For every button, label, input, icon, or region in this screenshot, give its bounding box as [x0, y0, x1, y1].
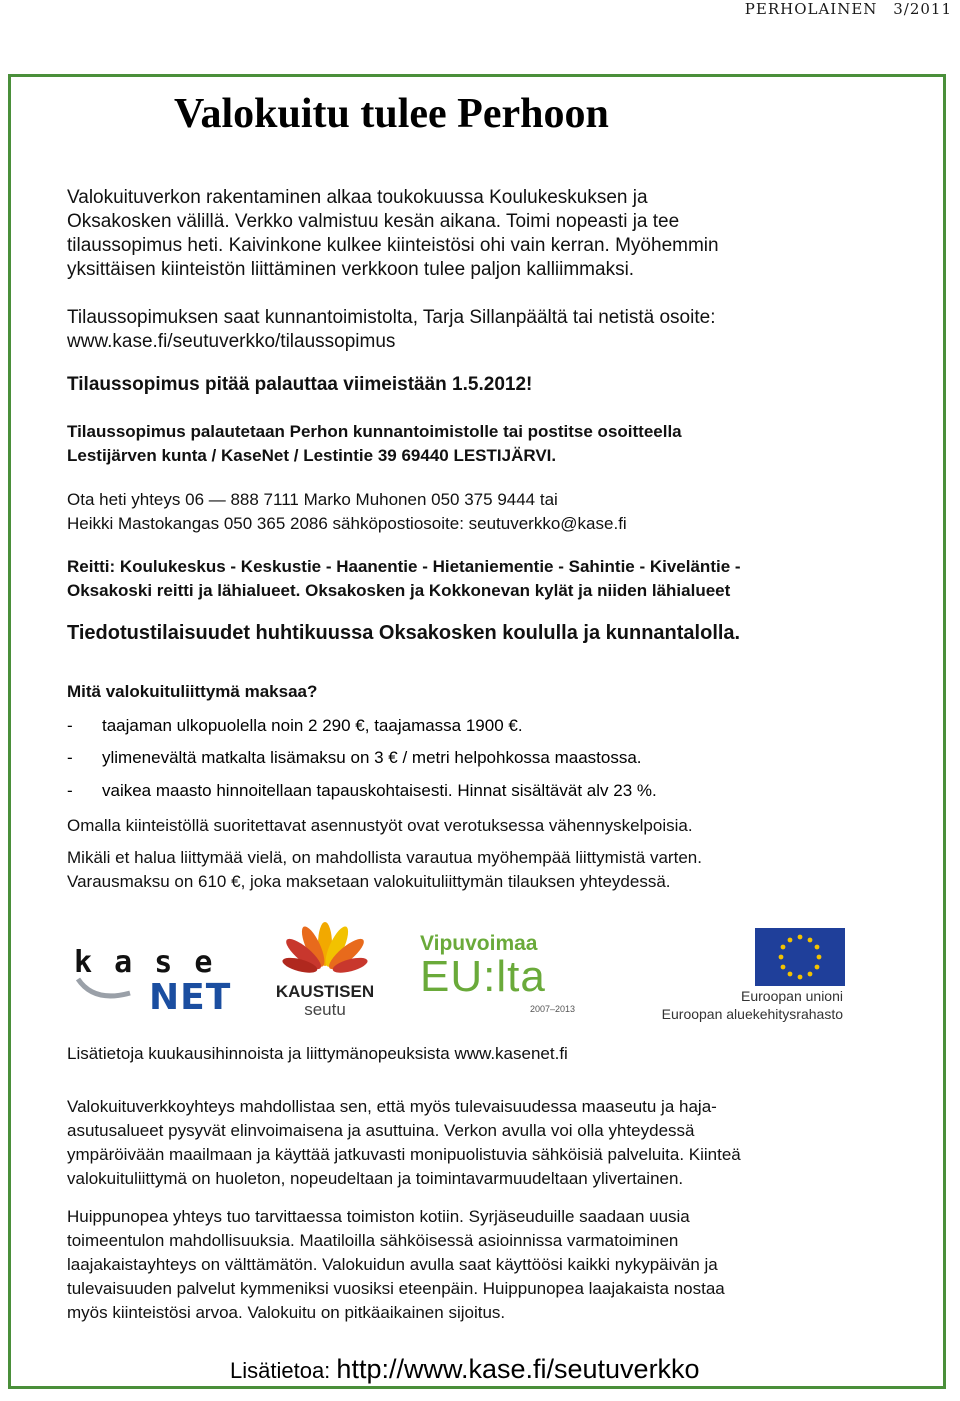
route-info [67, 555, 741, 603]
intro-paragraph [67, 186, 719, 282]
kaustinen-logo [270, 920, 380, 1020]
intro-line: tilaussopimus heti. Kaivinkone kulkee kiinteistösi ohi vain kerran. Myöhemmin [67, 235, 719, 256]
footer-more-info [230, 1354, 700, 1385]
cost-item-text: vaikea maasto hinnoitellaan tapauskohtaisesti. Hinnat sisältävät alv 23 %. [102, 781, 657, 800]
swoosh-icon [74, 975, 134, 1005]
paragraph-line: Valokuituverkkoyhteys mahdollistaa sen, että myös tulevaisuudessa maaseutu ja haja- [67, 1097, 717, 1116]
contact-line: Heikki Mastokangas 050 365 2086 sähköpostiosoite: seutuverkko@kase.fi [67, 514, 627, 533]
contract-info [67, 306, 715, 354]
speed-paragraph [67, 1205, 725, 1325]
reservation-line: Mikäli et halua liittymää vielä, on mahdollista varautua myöhempää liittymistä varten. [67, 848, 702, 867]
article-title: Valokuitu tulee Perhoon [174, 91, 609, 137]
list-dash: - [67, 716, 73, 735]
route-line: Oksakoski reitti ja lähialueet. Oksakosken ja Kokkonevan kylät ja niiden lähialueet [67, 581, 731, 600]
paragraph-line: valokuituliittymä on huoleton, nopeudeltaan ja toimintavarmuudeltaan ylivertainen. [67, 1169, 684, 1188]
cost-item-text: ylimenevältä matkalta lisämaksu on 3 € / metri helpohkossa maastossa. [102, 748, 642, 767]
return-line: Tilaussopimus palautetaan Perhon kunnantoimistolle tai postitse osoitteella [67, 422, 682, 441]
vipuvoimaa-top: Vipuvoimaa [420, 932, 538, 955]
route-line: Reitti: Koulukeskus - Keskustie - Haanentie - Hietaniementie - Sahintie - Kiveläntie - [67, 557, 741, 576]
eu-line1: Euroopan unioni [741, 988, 843, 1004]
kasenet-logo [74, 945, 232, 1018]
return-line: Lestijärven kunta / KaseNet / Lestintie 39 69440 LESTIJÄRVI. [67, 446, 557, 465]
paragraph-line: myös kiinteistösi arvoa. Valokuitu on pitkäaikainen sijoitus. [67, 1303, 506, 1322]
paragraph-line: toimeentulon mahdollisuuksia. Maatiloilla sähköisessä asioinnissa varmatoiminen [67, 1231, 679, 1250]
intro-line: Valokuituverkon rakentaminen alkaa toukokuussa Koulukeskuksen ja [67, 187, 648, 208]
contact-line: Ota heti yhteys 06 — 888 7111 Marko Muhonen 050 375 9444 tai [67, 490, 558, 509]
intro-line: Oksakosken välillä. Verkko valmistuu kesän aikana. Toimi nopeasti ja tee [67, 211, 680, 232]
contract-link[interactable]: www.kase.fi/seutuverkko/tilaussopimus [67, 331, 396, 352]
contact-info [67, 488, 627, 536]
eu-flag-icon [755, 928, 845, 986]
eu-logo [628, 928, 843, 1023]
flower-icon [270, 920, 380, 978]
list-dash: - [67, 748, 73, 767]
vipuvoimaa-main: EU:lta [420, 952, 546, 1001]
footer-link[interactable]: http://www.kase.fi/seutuverkko [336, 1354, 700, 1384]
kaustinen-name: KAUSTISEN [275, 982, 375, 1001]
kaustinen-sub: seutu [304, 1000, 346, 1019]
more-info-monthly: Lisätietoja kuukausihinnoista ja liittymänopeuksista www.kasenet.fi [67, 1044, 568, 1063]
magazine-name: PERHOLAINEN [744, 0, 878, 18]
deadline-notice: Tilaussopimus pitää palauttaa viimeistään 1.5.2012! [67, 374, 533, 395]
paragraph-line: tulevaisuuden palvelut kymmeniksi vuosiksi eteenpäin. Huippunopea laajakaista nostaa [67, 1279, 725, 1298]
kasenet-logo-top: k a s e [74, 945, 215, 980]
vipuvoimaa-years: 2007–2013 [530, 1004, 576, 1014]
issue-number: 3/2011 [893, 0, 952, 18]
info-events: Tiedotustilaisuudet huhtikuussa Oksakosken koululla ja kunnantalolla. [67, 622, 741, 644]
eu-line2: Euroopan aluekehitysrahasto [661, 1006, 843, 1022]
contract-info-line: Tilaussopimuksen saat kunnantoimistolta, Tarja Sillanpäältä tai netistä osoite: [67, 307, 716, 328]
footer-label: Lisätietoa: [230, 1358, 331, 1383]
benefits-paragraph [67, 1095, 741, 1191]
intro-line: yksittäisen kiinteistön liittäminen verkkoon tulee paljon kalliimmaksi. [67, 259, 635, 280]
list-dash: - [67, 781, 73, 800]
reservation-line: Varausmaksu on 610 €, joka maksetaan valokuituliittymän tilauksen yhteydessä. [67, 872, 671, 891]
paragraph-line: ympäröivään maailmaan ja käyttää jatkuvasti monipuolistuvia sähköisiä palveluita. Kiinteä [67, 1145, 741, 1164]
cost-item-text: taajaman ulkopuolella noin 2 290 €, taajamassa 1900 €. [102, 716, 523, 735]
vipuvoimaa-logo [420, 932, 580, 1022]
tax-note: Omalla kiinteistöllä suoritettavat asennustyöt ovat verotuksessa vähennyskelpoisia. [67, 816, 693, 835]
paragraph-line: asutusalueet pysyvät elinvoimaisena ja asuttuina. Verkon avulla voi olla yhteydessä [67, 1121, 695, 1140]
kasenet-logo-bottom: NET [149, 977, 232, 1018]
paragraph-line: Huippunopea yhteys tuo tarvittaessa toimiston kotiin. Syrjäseuduille saadaan uusia [67, 1207, 690, 1226]
page-header [745, 0, 952, 18]
paragraph-line: laajakaistayhteys on välttämätön. Valokuidun avulla saat käyttöösi kaikki nykypäivän ja [67, 1255, 718, 1274]
cost-heading: Mitä valokuituliittymä maksaa? [67, 682, 318, 701]
reservation-info [67, 846, 702, 894]
return-info [67, 420, 682, 468]
